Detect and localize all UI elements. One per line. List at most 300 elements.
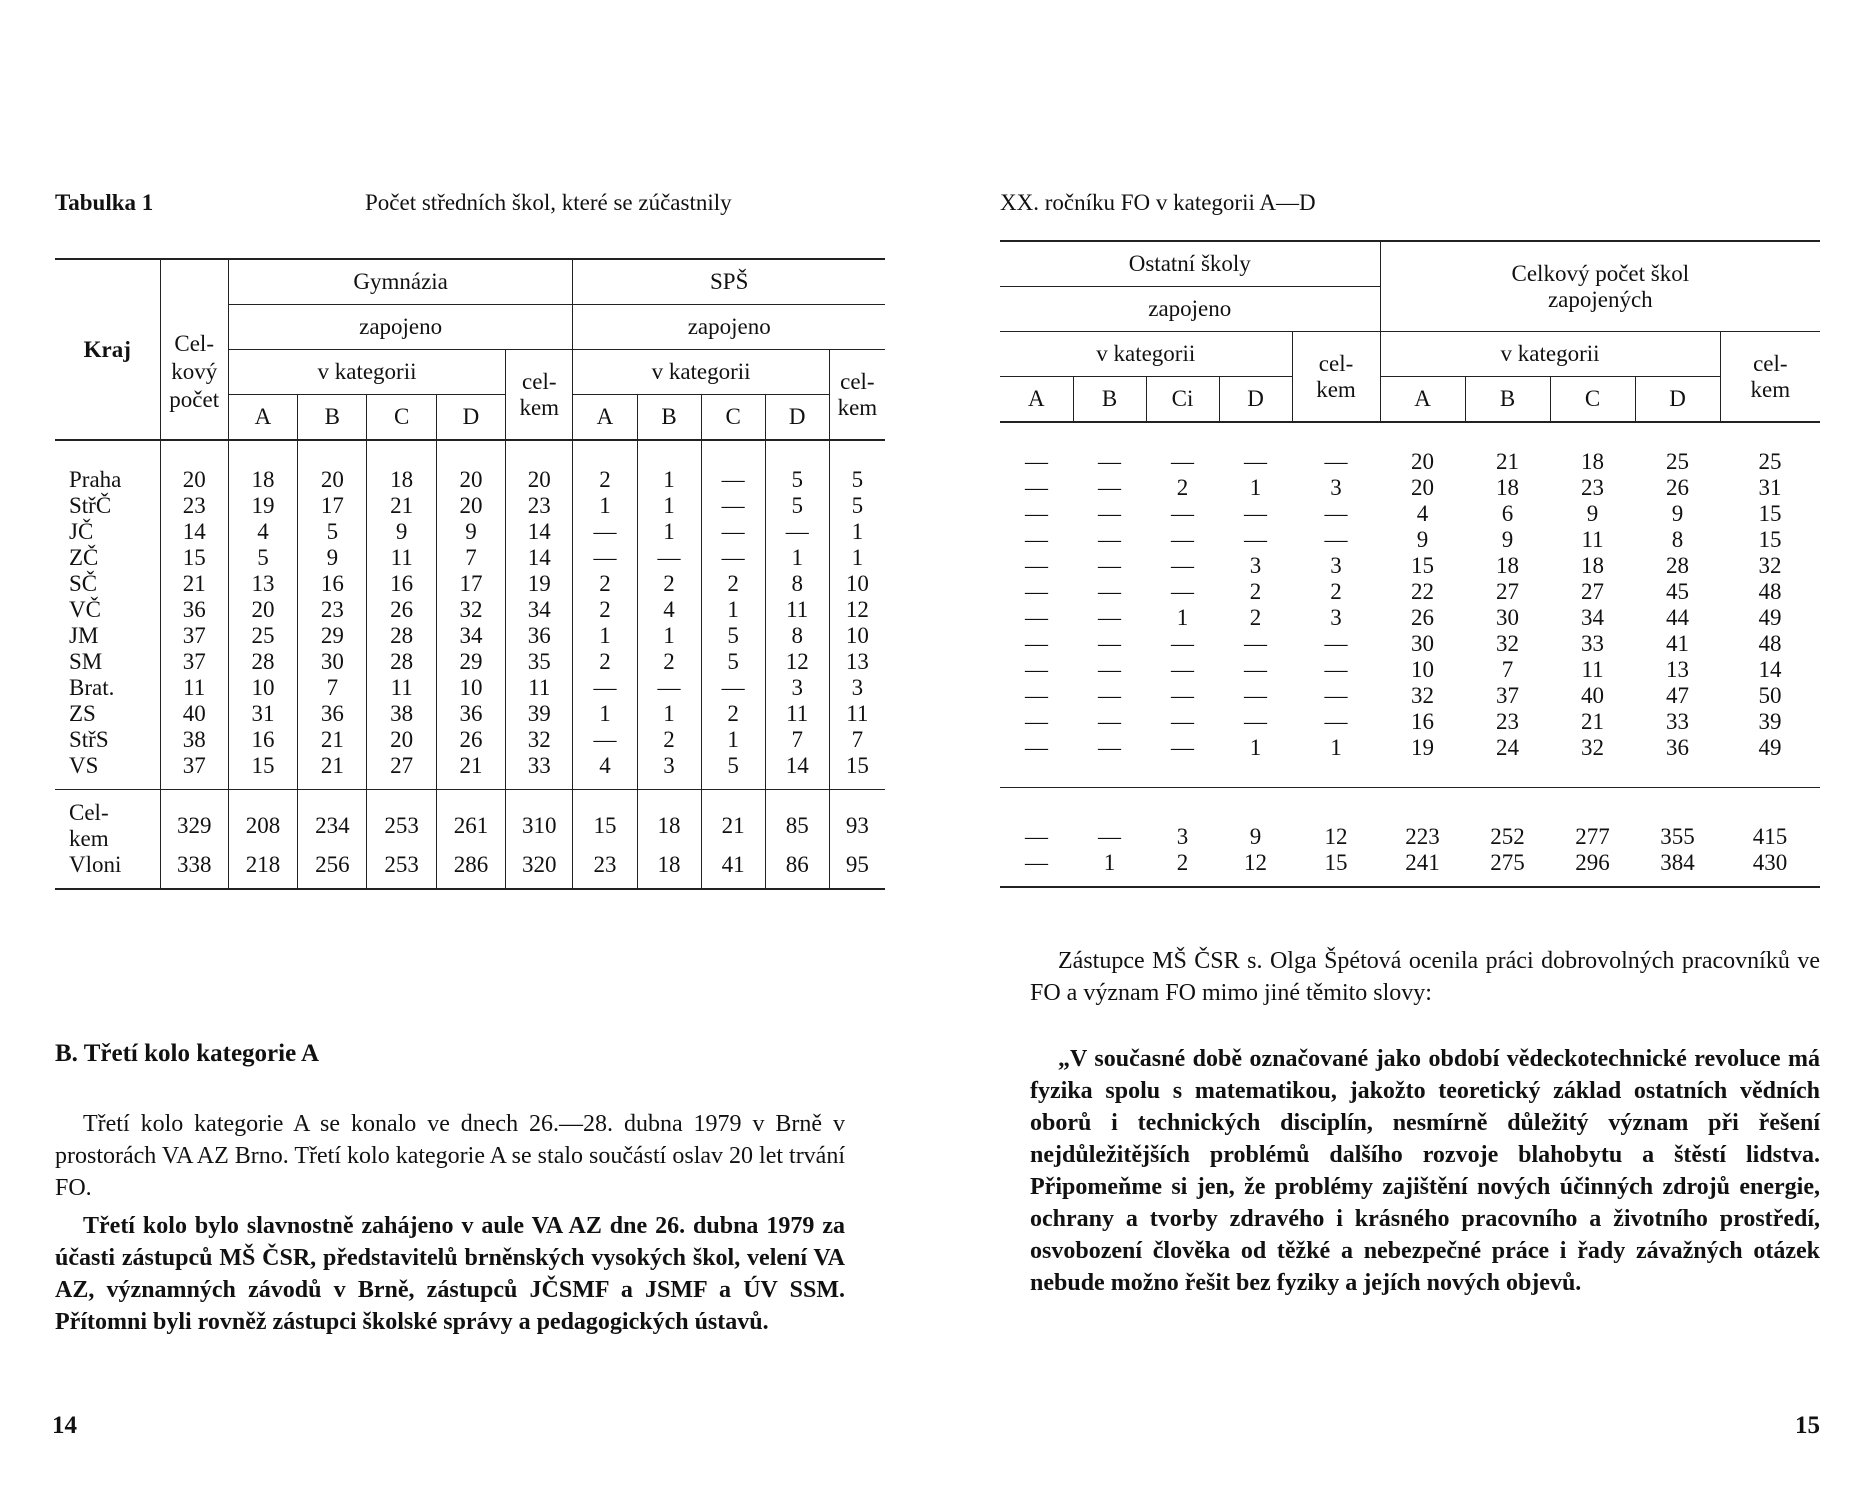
- cell-gym-celkem: 33: [506, 753, 573, 790]
- table-caption-text-right: XX. ročníku FO v kategorii A—D: [1000, 190, 1316, 215]
- cell-total: 20: [1411, 449, 1435, 474]
- cell-gym: 9: [367, 519, 436, 545]
- cell-total-celkem: 415: [1752, 824, 1788, 849]
- cell-sps: 2: [637, 571, 701, 597]
- row-label: StřS: [69, 727, 109, 752]
- cell-total: 21: [1496, 449, 1520, 474]
- cell-sps: —: [765, 519, 829, 545]
- cell-ostatni: —: [1244, 631, 1267, 656]
- header-gymnazia: Gymnázia: [228, 259, 573, 305]
- cell-ostatni: —: [1098, 553, 1121, 578]
- cell-gym: 21: [436, 753, 505, 790]
- cell-ostatni: —: [1025, 527, 1048, 552]
- cell-gym: 25: [228, 623, 297, 649]
- cell-gym-celkem: 32: [506, 727, 573, 753]
- cell-sps: —: [701, 440, 765, 493]
- table-row: [1000, 709, 1820, 735]
- cell-ostatni-celkem: 15: [1324, 850, 1348, 875]
- table-row: [55, 597, 885, 623]
- caption-label: Tabulka 1: [55, 190, 154, 215]
- paragraph: Třetí kolo bylo slavnostně zahájeno v aule VA AZ dne 26. dubna 1979 za účasti zástupců MŠ ČSR, představitelů brněnských vysokých škol, velení VA AZ, významných závodů v Brně, zástupců JČSMF a JSMF a ÚV SSM. Přítomni byli rovněž zástupci školské správy a pedagogických ústavů.: [55, 1213, 845, 1335]
- cell-sps: —: [637, 545, 701, 571]
- cell-total: 32: [1411, 683, 1435, 708]
- table-caption-label: [55, 190, 153, 216]
- cell-sps: —: [701, 545, 765, 571]
- table-row: [1000, 735, 1820, 788]
- cell-sps: —: [573, 545, 637, 571]
- table-row: [55, 753, 885, 790]
- cell-sps-celkem: 1: [829, 519, 885, 545]
- cell-ostatni: —: [1171, 579, 1194, 604]
- table-row: [55, 701, 885, 727]
- cell-gym: 20: [367, 727, 436, 753]
- cell-gym: 21: [298, 727, 367, 753]
- cell-gym: 19: [228, 493, 297, 519]
- cell-sps: 1: [637, 493, 701, 519]
- cell-ostatni: —: [1171, 709, 1194, 734]
- table-row: [55, 440, 885, 493]
- cell-sps: —: [573, 675, 637, 701]
- cell-total: 9: [1501, 527, 1514, 552]
- cell-ostatni: —: [1098, 735, 1121, 760]
- cell-celkovy-pocet: 338: [160, 852, 228, 889]
- cell-gym: 11: [367, 675, 436, 701]
- cell-celkovy-pocet: 15: [160, 545, 228, 571]
- cell-gym: 18: [228, 440, 297, 493]
- table-row: [55, 727, 885, 753]
- cell-total: 18: [1581, 449, 1605, 474]
- cell-gym-celkem: 320: [506, 852, 573, 889]
- cell-sps-celkem: 7: [829, 727, 885, 753]
- cell-total: 41: [1666, 631, 1690, 656]
- row-label: ZČ: [69, 545, 99, 570]
- cell-ostatni: —: [1098, 579, 1121, 604]
- cell-gym: 5: [298, 519, 367, 545]
- cell-sps: 1: [701, 727, 765, 753]
- cell-celkovy-pocet: 36: [160, 597, 228, 623]
- cell-sps: 11: [765, 701, 829, 727]
- cell-gym: 261: [436, 790, 505, 853]
- cell-ostatni: —: [1171, 631, 1194, 656]
- cell-sps: 1: [573, 623, 637, 649]
- header-cat-a: A: [228, 395, 297, 441]
- cell-total: 26: [1411, 605, 1435, 630]
- cell-total: 26: [1666, 475, 1690, 500]
- cell-ostatni-celkem: 1: [1330, 735, 1342, 760]
- row-label: ZS: [69, 701, 96, 726]
- cell-ostatni: —: [1025, 709, 1048, 734]
- cell-gym-celkem: 39: [506, 701, 573, 727]
- row-label: JM: [69, 623, 99, 648]
- cell-gym: 286: [436, 852, 505, 889]
- table-row: [1000, 631, 1820, 657]
- page-number: 15: [1795, 1412, 1820, 1439]
- cell-total: 9: [1586, 501, 1599, 526]
- cell-ostatni: —: [1098, 657, 1121, 682]
- cell-total-celkem: 32: [1758, 553, 1782, 578]
- cell-total: 11: [1581, 527, 1604, 552]
- cell-ostatni: 3: [1176, 824, 1189, 849]
- cell-sps-celkem: 5: [829, 493, 885, 519]
- cell-gym: 26: [436, 727, 505, 753]
- cell-total: 23: [1581, 475, 1605, 500]
- cell-ostatni-celkem: —: [1324, 683, 1348, 708]
- header-celkem-ostatni: cel- kem: [1292, 332, 1380, 423]
- cell-total: 252: [1490, 824, 1525, 849]
- row-label: Vloni: [69, 852, 122, 877]
- cell-gym: 9: [298, 545, 367, 571]
- schools-table-right: [1000, 240, 1820, 888]
- cell-sps: 1: [637, 701, 701, 727]
- cell-sps: 2: [573, 649, 637, 675]
- cell-ostatni: —: [1025, 735, 1048, 760]
- table-row: [55, 790, 885, 853]
- cell-total: 18: [1496, 553, 1520, 578]
- cell-ostatni-celkem: 3: [1330, 605, 1342, 630]
- cell-total: 21: [1581, 709, 1605, 734]
- cell-ostatni: —: [1244, 449, 1267, 474]
- cell-ostatni: —: [1098, 709, 1121, 734]
- cell-sps: 4: [573, 753, 637, 790]
- right-page: [935, 0, 1870, 1500]
- cell-gym-celkem: 34: [506, 597, 573, 623]
- cell-sps: 1: [701, 597, 765, 623]
- header-cat-ci: Ci: [1146, 377, 1219, 423]
- cell-total: 37: [1496, 683, 1520, 708]
- header-kraj: Kraj: [83, 336, 131, 362]
- cell-total: 20: [1411, 475, 1435, 500]
- cell-gym-celkem: 20: [506, 440, 573, 493]
- cell-total: 30: [1411, 631, 1435, 656]
- cell-ostatni: —: [1171, 527, 1194, 552]
- header-cat-b: B: [1073, 377, 1146, 423]
- cell-total: 11: [1581, 657, 1604, 682]
- cell-total: 13: [1666, 657, 1690, 682]
- cell-sps: 86: [765, 852, 829, 889]
- cell-sps: —: [573, 519, 637, 545]
- cell-total-celkem: 48: [1758, 631, 1782, 656]
- cell-ostatni: 1: [1249, 475, 1262, 500]
- cell-gym: 253: [367, 852, 436, 889]
- cell-sps: 2: [573, 597, 637, 623]
- cell-sps: 8: [765, 623, 829, 649]
- page-number: 14: [52, 1412, 77, 1439]
- cell-gym: 256: [298, 852, 367, 889]
- table-row: [1000, 788, 1820, 851]
- row-label: Cel- kem: [69, 800, 109, 851]
- cell-sps: 1: [637, 440, 701, 493]
- cell-ostatni: —: [1025, 449, 1048, 474]
- table-row: [55, 545, 885, 571]
- cell-ostatni-celkem: —: [1324, 501, 1348, 526]
- section-heading: B. Třetí kolo kategorie A: [55, 1040, 320, 1067]
- cell-gym: 218: [228, 852, 297, 889]
- row-label: VČ: [69, 597, 101, 622]
- cell-sps-celkem: 13: [829, 649, 885, 675]
- table-row: [1000, 657, 1820, 683]
- cell-sps: 12: [765, 649, 829, 675]
- cell-sps: —: [637, 675, 701, 701]
- cell-gym-celkem: 23: [506, 493, 573, 519]
- cell-total-celkem: 14: [1758, 657, 1782, 682]
- cell-ostatni: 3: [1249, 553, 1262, 578]
- header-cat-b: B: [1465, 377, 1550, 423]
- cell-ostatni-celkem: 12: [1324, 824, 1348, 849]
- cell-gym: 34: [436, 623, 505, 649]
- cell-sps-celkem: 3: [829, 675, 885, 701]
- cell-ostatni: —: [1098, 527, 1121, 552]
- cell-gym: 21: [298, 753, 367, 790]
- cell-ostatni: —: [1025, 553, 1048, 578]
- header-cat-d: D: [765, 395, 829, 441]
- header-cat-b: B: [298, 395, 367, 441]
- table-row: [1000, 553, 1820, 579]
- cell-total: 9: [1416, 527, 1429, 552]
- cell-total: 36: [1666, 735, 1690, 760]
- cell-sps: 41: [701, 852, 765, 889]
- cell-gym: 23: [298, 597, 367, 623]
- cell-total: 27: [1496, 579, 1520, 604]
- table-row: [1000, 605, 1820, 631]
- header-cat-a: A: [1027, 386, 1045, 411]
- cell-sps-celkem: 95: [829, 852, 885, 889]
- header-zapojeno-gym: zapojeno: [228, 305, 573, 350]
- cell-sps: 2: [637, 727, 701, 753]
- cell-gym: 13: [228, 571, 297, 597]
- cell-total: 18: [1581, 553, 1605, 578]
- cell-total: 16: [1411, 709, 1435, 734]
- cell-sps: —: [701, 675, 765, 701]
- cell-gym: 253: [367, 790, 436, 853]
- row-label: JČ: [69, 519, 94, 544]
- cell-total: 4: [1416, 501, 1429, 526]
- cell-sps: 1: [637, 519, 701, 545]
- header-celkovy-pocet-skol: Celkový počet škol zapojených: [1380, 241, 1820, 332]
- cell-ostatni-celkem: 3: [1330, 475, 1342, 500]
- cell-total: 45: [1666, 579, 1690, 604]
- cell-gym-celkem: 310: [506, 790, 573, 853]
- cell-total: 15: [1411, 553, 1435, 578]
- cell-celkovy-pocet: 37: [160, 753, 228, 790]
- cell-total: 384: [1660, 850, 1695, 875]
- table-row: [55, 675, 885, 701]
- table-row: [1000, 527, 1820, 553]
- cell-gym: 10: [436, 675, 505, 701]
- cell-ostatni: —: [1025, 475, 1048, 500]
- cell-celkovy-pocet: 20: [160, 440, 228, 493]
- cell-gym: 20: [436, 440, 505, 493]
- cell-ostatni-celkem: 3: [1330, 553, 1342, 578]
- header-cat-d: D: [436, 395, 505, 441]
- cell-ostatni: —: [1244, 527, 1267, 552]
- cell-total: 24: [1496, 735, 1520, 760]
- cell-sps: 7: [765, 727, 829, 753]
- cell-ostatni: —: [1025, 850, 1048, 875]
- cell-ostatni: —: [1171, 449, 1194, 474]
- row-label: Brat.: [69, 675, 115, 700]
- cell-total-celkem: 49: [1758, 605, 1782, 630]
- cell-sps: 2: [701, 701, 765, 727]
- cell-sps: —: [701, 493, 765, 519]
- cell-total-celkem: 48: [1758, 579, 1782, 604]
- cell-celkovy-pocet: 23: [160, 493, 228, 519]
- cell-ostatni: 1: [1249, 735, 1262, 760]
- cell-total: 22: [1411, 579, 1435, 604]
- schools-table-left: [55, 258, 885, 890]
- cell-total: 30: [1496, 605, 1520, 630]
- cell-gym: 32: [436, 597, 505, 623]
- cell-sps-celkem: 11: [829, 701, 885, 727]
- cell-gym: 16: [367, 571, 436, 597]
- cell-sps-celkem: 10: [829, 571, 885, 597]
- cell-ostatni: —: [1098, 449, 1121, 474]
- header-celkem-gym: cel- kem: [506, 350, 573, 441]
- cell-ostatni: —: [1025, 657, 1048, 682]
- header-zapojeno-sps: zapojeno: [573, 305, 885, 350]
- cell-sps: 8: [765, 571, 829, 597]
- table-row: [1000, 850, 1820, 887]
- header-v-kategorii-gym: v kategorii: [228, 350, 505, 395]
- header-sps: SPŠ: [573, 259, 885, 305]
- header-celkem-sps: cel- kem: [829, 350, 885, 441]
- cell-sps: 1: [765, 545, 829, 571]
- cell-sps: 2: [573, 571, 637, 597]
- cell-gym-celkem: 14: [506, 545, 573, 571]
- header-cat-d: D: [1635, 377, 1720, 423]
- cell-gym: 29: [436, 649, 505, 675]
- cell-ostatni: —: [1244, 683, 1267, 708]
- cell-total: 34: [1581, 605, 1605, 630]
- table-row: [55, 571, 885, 597]
- header-cat-c: C: [367, 395, 436, 441]
- cell-gym: 18: [367, 440, 436, 493]
- cell-total-celkem: 39: [1758, 709, 1782, 734]
- cell-gym: 36: [436, 701, 505, 727]
- cell-gym: 26: [367, 597, 436, 623]
- cell-gym: 10: [228, 675, 297, 701]
- cell-total: 33: [1581, 631, 1605, 656]
- cell-gym: 234: [298, 790, 367, 853]
- right-table-totals: [1000, 788, 1820, 888]
- cell-ostatni: —: [1098, 824, 1121, 849]
- cell-ostatni: —: [1171, 683, 1194, 708]
- cell-total: 241: [1405, 850, 1440, 875]
- cell-sps: 5: [701, 753, 765, 790]
- cell-celkovy-pocet: 38: [160, 727, 228, 753]
- cell-sps: 2: [637, 649, 701, 675]
- cell-total-celkem: 15: [1758, 501, 1782, 526]
- cell-gym: 17: [298, 493, 367, 519]
- cell-ostatni: —: [1098, 501, 1121, 526]
- header-zapojeno: zapojeno: [1000, 287, 1380, 332]
- cell-ostatni-celkem: —: [1324, 709, 1348, 734]
- cell-gym: 16: [298, 571, 367, 597]
- right-table-body: [1000, 422, 1820, 788]
- cell-total-celkem: 31: [1758, 475, 1782, 500]
- cell-total-celkem: 25: [1758, 449, 1782, 474]
- cell-total: 18: [1496, 475, 1520, 500]
- cell-total: 6: [1501, 501, 1514, 526]
- table-row: [1000, 475, 1820, 501]
- table-row: [55, 519, 885, 545]
- paragraph: Zástupce MŠ ČSR s. Olga Špétová ocenila práci dobrovolných pracovníků ve FO a význam FO mimo jiné těmito slovy:: [1030, 948, 1820, 1006]
- cell-sps: 5: [701, 649, 765, 675]
- cell-total: 277: [1575, 824, 1610, 849]
- cell-gym-celkem: 35: [506, 649, 573, 675]
- cell-sps: 18: [637, 852, 701, 889]
- cell-sps: 2: [573, 440, 637, 493]
- cell-ostatni-celkem: 2: [1330, 579, 1342, 604]
- cell-total: 44: [1666, 605, 1690, 630]
- cell-gym: 7: [298, 675, 367, 701]
- cell-total: 8: [1671, 527, 1684, 552]
- cell-total-celkem: 15: [1758, 527, 1782, 552]
- cell-total-celkem: 49: [1758, 735, 1782, 760]
- cell-total: 23: [1496, 709, 1520, 734]
- cell-sps: 1: [573, 493, 637, 519]
- cell-ostatni: —: [1171, 553, 1194, 578]
- cell-gym: 28: [367, 649, 436, 675]
- cell-sps: 14: [765, 753, 829, 790]
- cell-ostatni-celkem: —: [1324, 449, 1348, 474]
- paragraph-quote: „V současné době označované jako období vědeckotechnické revoluce má fyzika spolu s matematikou, jakožto teoretický základ ostatních vědních oborů i technických disciplín, nesmírně důležitý význam při řešení nejdůležitějších problémů dalšího rozvoje blahobytu a štěstí lidstva. Připomeňme si jen, že problémy zajištění nových účinných zdrojů energie, ochrany a tvorby zdravého i krásného pracovního a životního prostředí, osvobození člověka od těžké a nebezpečné práce i řady závažných otázek nebude možno řešit bez fyziky a jejích nových objevů.: [1030, 1046, 1820, 1296]
- cell-gym: 21: [367, 493, 436, 519]
- cell-ostatni: 2: [1176, 850, 1189, 875]
- cell-sps: 11: [765, 597, 829, 623]
- table-row: [55, 649, 885, 675]
- cell-ostatni: —: [1025, 824, 1048, 849]
- table-row: [1000, 422, 1820, 475]
- cell-sps: 85: [765, 790, 829, 853]
- header-v-kategorii-sps: v kategorii: [573, 350, 829, 395]
- cell-ostatni: —: [1025, 501, 1048, 526]
- header-v-kategorii-ostatni: v kategorii: [1000, 332, 1292, 377]
- cell-ostatni: —: [1244, 709, 1267, 734]
- paragraph: Třetí kolo kategorie A se konalo ve dnech 26.—28. dubna 1979 v Brně v prostorách VA AZ Brno. Třetí kolo kategorie A se stalo součástí oslav 20 let trvání FO.: [55, 1111, 845, 1201]
- cell-ostatni: 12: [1244, 850, 1267, 875]
- header-cat-b: B: [637, 395, 701, 441]
- cell-ostatni-celkem: —: [1324, 527, 1348, 552]
- cell-sps: 3: [637, 753, 701, 790]
- cell-celkovy-pocet: 21: [160, 571, 228, 597]
- cell-ostatni: —: [1171, 735, 1194, 760]
- cell-ostatni: —: [1098, 475, 1121, 500]
- table-caption-text-left: Počet středních škol, které se zúčastnily: [365, 190, 732, 215]
- cell-sps-celkem: 5: [829, 440, 885, 493]
- cell-sps: —: [701, 519, 765, 545]
- cell-celkovy-pocet: 37: [160, 649, 228, 675]
- header-cat-a: A: [573, 395, 637, 441]
- cell-celkovy-pocet: 37: [160, 623, 228, 649]
- cell-gym: 20: [228, 597, 297, 623]
- cell-gym: 9: [436, 519, 505, 545]
- cell-ostatni: —: [1025, 579, 1048, 604]
- cell-sps: 3: [765, 675, 829, 701]
- cell-gym: 5: [228, 545, 297, 571]
- cell-ostatni: 2: [1176, 475, 1189, 500]
- cell-ostatni-celkem: —: [1324, 631, 1348, 656]
- cell-total: 40: [1581, 683, 1605, 708]
- cell-total: 296: [1575, 850, 1610, 875]
- cell-gym: 29: [298, 623, 367, 649]
- cell-total: 47: [1666, 683, 1690, 708]
- cell-sps: 5: [701, 623, 765, 649]
- cell-gym: 208: [228, 790, 297, 853]
- table-row: [1000, 683, 1820, 709]
- header-cat-d: D: [1219, 377, 1292, 423]
- left-table-body: [55, 440, 885, 790]
- cell-total: 28: [1666, 553, 1690, 578]
